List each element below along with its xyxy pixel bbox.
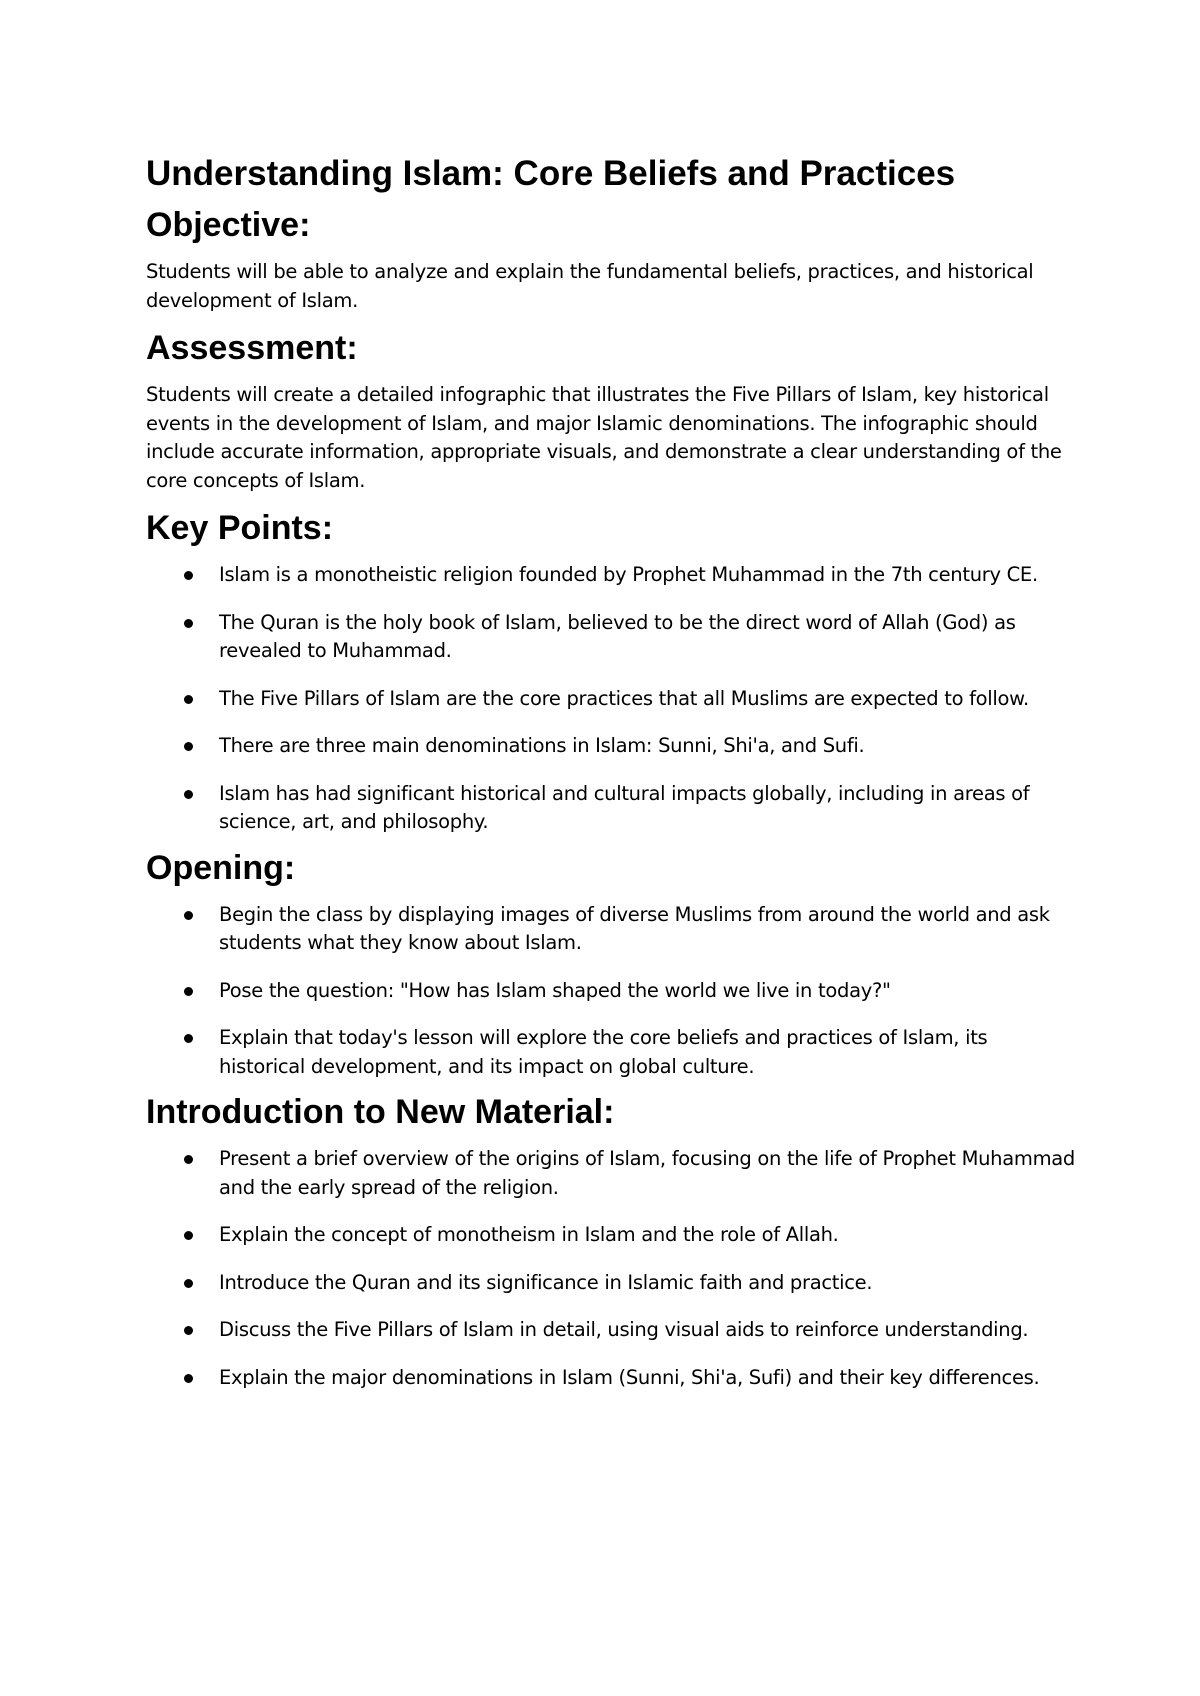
list-item-text: Explain that today's lesson will explore the core beliefs and practices of Islam, its historical development, and its impact on global culture. (219, 1026, 988, 1078)
list-item-text: Present a brief overview of the origins of Islam, focusing on the life of Prophet Muhammad and the early spread of the religion. (219, 1147, 1075, 1199)
list-item-text: The Quran is the holy book of Islam, believed to be the direct word of Allah (God) as revealed to Muhammad. (219, 610, 1016, 662)
list-item-text: Begin the class by displaying images of diverse Muslims from around the world and ask students what they know about Islam. (219, 902, 1050, 954)
list-item (146, 1316, 1076, 1345)
list-item (146, 1364, 1076, 1393)
bullet-icon (184, 619, 193, 628)
list-item-text: Discuss the Five Pillars of Islam in detail, using visual aids to reinforce understanding. (219, 1318, 1029, 1341)
bullet-icon (184, 790, 193, 799)
bullet-icon (184, 695, 193, 704)
key-points-heading: Key Points: (146, 509, 334, 547)
list-item-text: Explain the major denominations in Islam (Sunni, Shi'a, Sufi) and their key differences. (219, 1365, 1040, 1389)
list-item-text: Introduce the Quran and its significance in Islamic faith and practice. (219, 1270, 873, 1294)
opening-list (146, 901, 1076, 1082)
opening-heading: Opening: (146, 848, 296, 887)
bullet-icon (184, 1326, 193, 1335)
document-page (146, 150, 1076, 1400)
introduction-list (146, 1145, 1076, 1392)
bullet-icon (184, 1155, 193, 1164)
list-item (146, 732, 1076, 761)
list-item-text: Islam is a monotheistic religion founded by Prophet Muhammad in the 7th century CE. (219, 563, 1038, 586)
list-item (146, 685, 1076, 714)
list-item (146, 609, 1076, 666)
bullet-icon (184, 1034, 193, 1043)
bullet-icon (184, 1374, 193, 1383)
bullet-icon (184, 987, 193, 996)
list-item (146, 780, 1076, 837)
document-title: Understanding Islam: Core Beliefs and Practices (146, 154, 956, 193)
list-item (146, 1145, 1076, 1202)
list-item-text: Pose the question: "How has Islam shaped the world we live in today?" (219, 978, 891, 1002)
bullet-icon (184, 571, 193, 580)
bullet-icon (184, 1231, 193, 1240)
list-item (146, 977, 1076, 1006)
list-item (146, 901, 1076, 958)
list-item (146, 561, 1076, 590)
bullet-icon (184, 1279, 193, 1288)
bullet-icon (184, 911, 193, 920)
list-item (146, 1221, 1076, 1250)
list-item-text: Explain the concept of monotheism in Islam and the role of Allah. (219, 1223, 839, 1246)
key-points-list (146, 561, 1076, 837)
introduction-heading: Introduction to New Material: (146, 1093, 615, 1131)
list-item (146, 1269, 1076, 1298)
objective-heading: Objective: (146, 206, 311, 244)
list-item-text: There are three main denominations in Islam: Sunni, Shi'a, and Sufi. (219, 734, 865, 757)
assessment-text: Students will create a detailed infographic that illustrates the Five Pillars of Islam, key historical events in the development of Islam, and major Islamic denominations. The infographic should include accurate information, appropriate visuals, and demonstrate a clear understanding of the core concepts of Islam. (146, 383, 1062, 492)
list-item-text: The Five Pillars of Islam are the core practices that all Muslims are expected to follow. (219, 686, 1029, 710)
assessment-heading: Assessment: (146, 329, 358, 367)
objective-text: Students will be able to analyze and explain the fundamental beliefs, practices, and historical development of Islam. (146, 260, 1034, 312)
list-item-text: Islam has had significant historical and cultural impacts globally, including in areas of science, art, and philosophy. (219, 781, 1030, 833)
bullet-icon (184, 742, 193, 751)
list-item (146, 1024, 1076, 1081)
